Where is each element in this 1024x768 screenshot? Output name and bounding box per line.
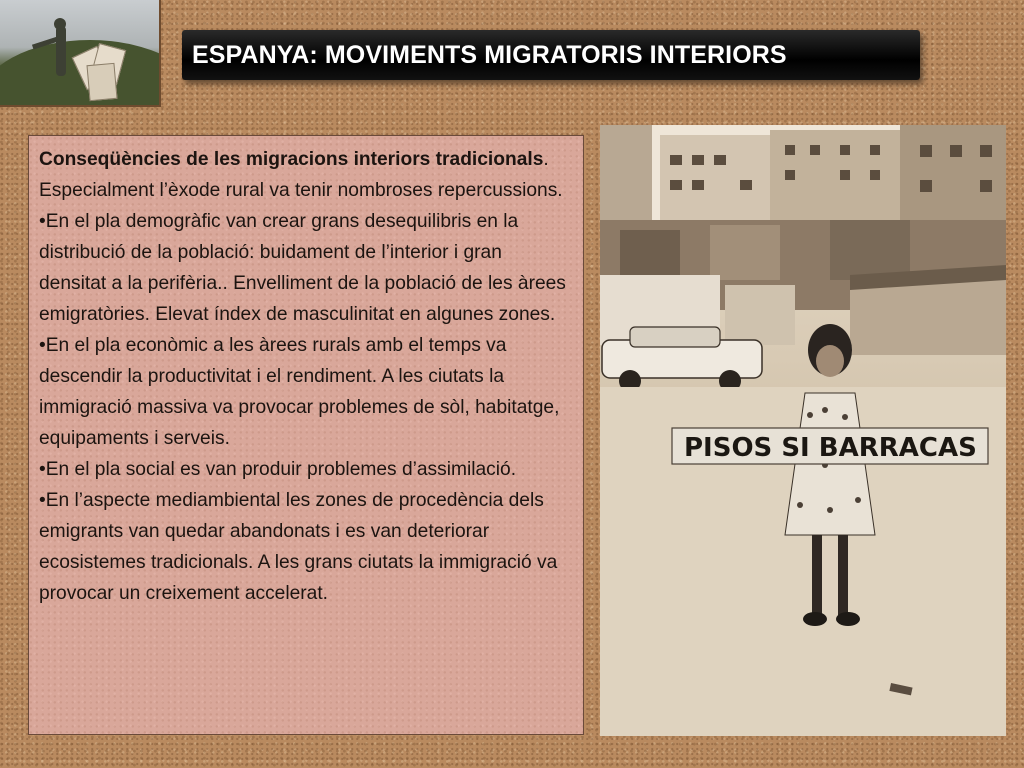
- intro-paragraph: [39, 144, 573, 206]
- bullet-demographic: •En el pla demogràfic van crear grans desequilibris en la distribució de la població: buidament de l’interior i gran densitat a la perifèria.. Envelliment de la població de les àrees emigratòries. Elevat índex de masculinitat en algunes zones.: [39, 211, 566, 325]
- statue-body: [56, 26, 66, 76]
- shack-2: [710, 225, 780, 280]
- intro-rest-text: . Especialment l’èxode rural va tenir nombroses repercussions.: [39, 149, 563, 201]
- slide-title: ESPANYA: MOVIMENTS MIGRATORIS INTERIORS: [192, 40, 787, 69]
- bullet-economic: •En el pla econòmic a les àrees rurals amb el temps va descendir la productivitat i el rendiment. A les ciutats la immigració massiva va provocar problemes de sòl, habitatge, equipaments i serveis.: [39, 335, 560, 449]
- shack-1: [620, 230, 680, 280]
- photo-drawing: [600, 125, 1006, 736]
- shanty-town-photo: [600, 125, 1006, 736]
- intro-bold-text: Conseqüències de les migracions interiors tradicionals: [39, 149, 544, 170]
- sign-text: PISOS SI BARRACAS: [684, 433, 977, 463]
- shed-2: [725, 285, 795, 345]
- bullet-environmental: •En l’aspecte mediambiental les zones de procedència dels emigrants van quedar abandonats i es van deteriorar ecosistemes tradicionals. A les grans ciutats la immigració va provocar un creixement accelerat.: [39, 490, 558, 604]
- corner-sculpture-image: [0, 0, 161, 107]
- text-box: [28, 135, 584, 735]
- bullet-social: •En el pla social es van produir problemes d’assimilació.: [39, 459, 517, 480]
- protest-sign: [672, 428, 988, 464]
- shack-3: [830, 220, 910, 280]
- title-bar: [182, 30, 920, 80]
- sculpture-panels: [78, 46, 128, 96]
